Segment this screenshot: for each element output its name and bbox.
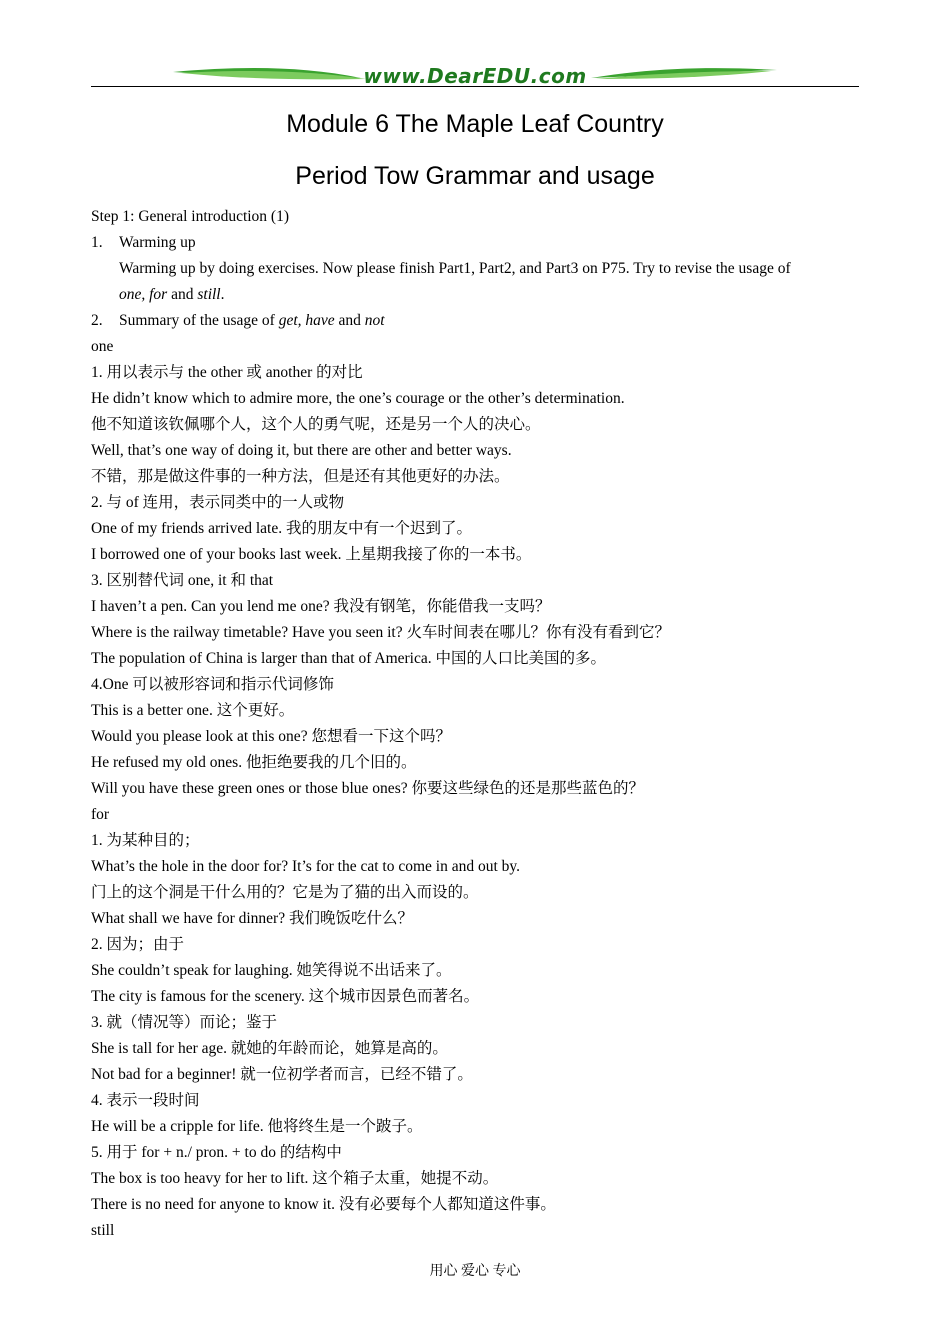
emphasis: get, have — [278, 312, 335, 329]
text-line: 4.One 可以被形容词和指示代词修饰 — [91, 676, 334, 693]
text-line: 2. 因为；由于 — [91, 936, 185, 953]
text: and — [334, 312, 365, 329]
header-rule — [91, 86, 859, 87]
section-heading-for: for — [91, 806, 110, 823]
text-line: Well, that’s one way of doing it, but there are other and better ways. — [91, 442, 512, 459]
text-line: One of my friends arrived late. 我的朋友中有一个迟到了。 — [91, 520, 472, 537]
section-heading-one: one — [91, 338, 114, 355]
text-line: Where is the railway timetable? Have you seen it? 火车时间表在哪儿？你有没有看到它？ — [91, 624, 670, 641]
text-line: The city is famous for the scenery. 这个城市因景色而著名。 — [91, 988, 480, 1005]
text: . — [220, 286, 225, 303]
text-line: I borrowed one of your books last week. 上星期我接了你的一本书。 — [91, 546, 532, 563]
list-number: 1. — [91, 234, 103, 251]
step-heading: Step 1: General introduction (1) — [91, 208, 290, 225]
text-line: Not bad for a beginner! 就一位初学者而言，已经不错了。 — [91, 1066, 473, 1083]
list-item — [91, 308, 861, 334]
emphasis: not — [364, 312, 385, 329]
text-line: She is tall for her age. 就她的年龄而论，她算是高的。 — [91, 1040, 448, 1057]
emphasis: one, for — [119, 286, 168, 303]
text-line: The box is too heavy for her to lift. 这个箱子太重，她提不动。 — [91, 1170, 499, 1187]
text-line: 2. 与 of 连用，表示同类中的一人或物 — [91, 494, 345, 511]
paragraph-line — [91, 282, 861, 308]
text: and — [167, 286, 198, 303]
text-line: 门上的这个洞是干什么用的？它是为了猫的出入而设的。 — [91, 884, 479, 901]
section-heading-still: still — [91, 1222, 115, 1239]
emphasis: still — [197, 286, 221, 303]
text-line: 4. 表示一段时间 — [91, 1092, 200, 1109]
for-section — [91, 828, 861, 1218]
text-line: 5. 用于 for + n./ pron. + to do 的结构中 — [91, 1144, 342, 1161]
text-line: 3. 区别替代词 one, it 和 that — [91, 572, 274, 589]
document-body — [91, 204, 861, 1244]
list-number: 2. — [91, 312, 103, 329]
document-title: Module 6 The Maple Leaf Country — [286, 110, 664, 138]
text-line: There is no need for anyone to know it. 没有必要每个人都知道这件事。 — [91, 1196, 556, 1213]
text: Summary of the usage of — [119, 312, 279, 329]
text-line: What’s the hole in the door for? It’s for the cat to come in and out by. — [91, 858, 520, 875]
page-footer: 用心 爱心 专心 — [429, 1264, 521, 1279]
list-label: Warming up — [119, 234, 196, 251]
text-line: 他不知道该钦佩哪个人，这个人的勇气呢，还是另一个人的决心。 — [91, 416, 541, 433]
text-line: 1. 为某种目的； — [91, 832, 200, 849]
text-line: 3. 就（情况等）而论；鉴于 — [91, 1014, 278, 1031]
text-line: The population of China is larger than that of America. 中国的人口比美国的多。 — [91, 650, 606, 667]
text-line: He refused my old ones. 他拒绝要我的几个旧的。 — [91, 754, 417, 771]
site-logo: www.DearEDU.com — [363, 64, 587, 88]
list-item — [91, 230, 861, 256]
text-line: This is a better one. 这个更好。 — [91, 702, 295, 719]
text-line: Will you have these green ones or those blue ones? 你要这些绿色的还是那些蓝色的？ — [91, 780, 644, 797]
one-section — [91, 360, 861, 802]
text-line: He didn’t know which to admire more, the one’s courage or the other’s determination. — [91, 390, 625, 407]
text-line: 1. 用以表示与 the other 或 another 的对比 — [91, 364, 363, 381]
document-subtitle: Period Tow Grammar and usage — [295, 162, 655, 190]
text-line: What shall we have for dinner? 我们晚饭吃什么？ — [91, 910, 413, 927]
text-line: 不错，那是做这件事的一种方法，但是还有其他更好的办法。 — [91, 468, 510, 485]
text-line: He will be a cripple for life. 他将终生是一个跛子。 — [91, 1118, 423, 1135]
text-line: She couldn’t speak for laughing. 她笑得说不出话来了。 — [91, 962, 452, 979]
text-line: I haven’t a pen. Can you lend me one? 我没有钢笔，你能借我一支吗？ — [91, 598, 551, 615]
paragraph-line: Warming up by doing exercises. Now please finish Part1, Part2, and Part3 on P75. Try to revise the usage of — [119, 260, 791, 277]
text-line: Would you please look at this one? 您想看一下这个吗？ — [91, 728, 451, 745]
